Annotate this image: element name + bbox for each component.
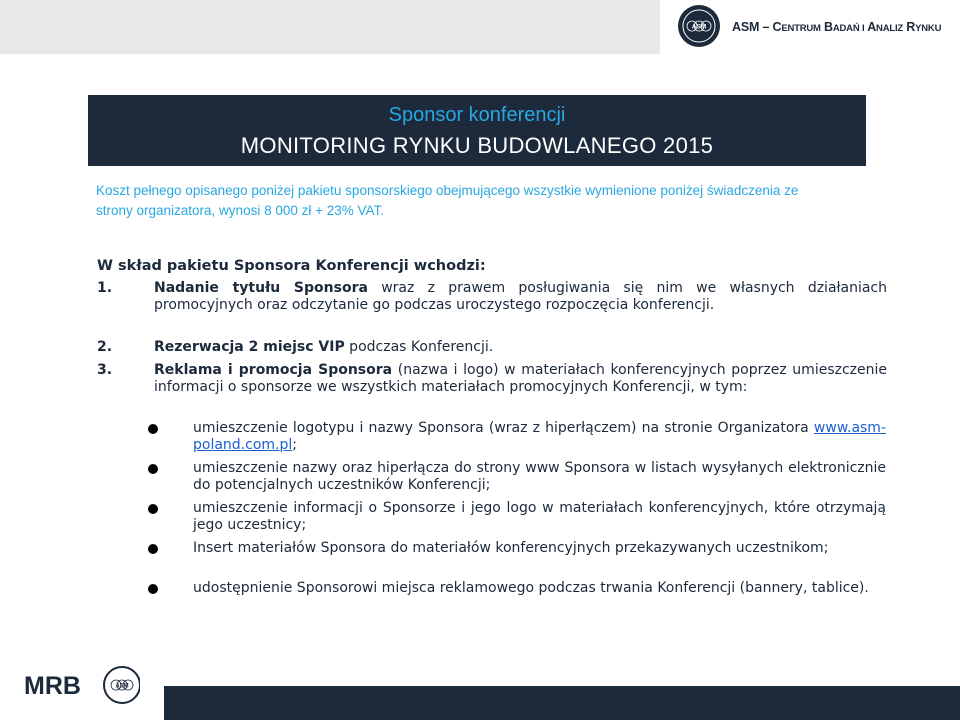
benefit-item-3 [97,362,887,396]
item-lead: Rezerwacja 2 miejsc VIP [154,339,345,355]
list-item: umieszczenie nazwy oraz hiperłącza do strony www Sponsora w listach wysyłanych elektronicznie do potencjalnych uczestników Konferencji; [148,460,886,494]
company-name: ASM – CENTRUM BADAŃ I ANALIZ RYNKU [732,20,942,34]
mrb-logo-icon [22,656,140,712]
package-heading: W skład pakietu Sponsora Konferencji wchodzi: [97,258,486,274]
bullet-icon [148,504,158,514]
bullet-icon [148,424,158,434]
bullet-icon [148,584,158,594]
mrb-badge-text: ASM [115,683,129,690]
item-text: (nazwa i logo) w materiałach konferencyjnych poprzez umieszczenie informacji o sponsorze we wszystkich materiałach promocyjnych Konferencji, w tym: [154,362,888,395]
list-item: udostępnienie Sponsorowi miejsca reklamowego podczas trwania Konferencji (bannery, tablice). [148,580,886,597]
item-number: 1. [97,280,113,296]
bullet-icon [148,544,158,554]
list-item: Insert materiałów Sponsora do materiałów konferencyjnych przekazywanych uczestnikom; [148,540,886,557]
item-text: wraz z prawem posługiwania się nim we własnych działaniach promocyjnych oraz odczytanie go podczas uroczystego rozpoczęcia konferencji. [154,280,887,313]
footer-decor-bar [164,686,960,720]
title-banner [88,95,866,166]
asm-logo-icon [677,4,721,48]
item-lead: Nadanie tytułu Sponsora [154,280,368,296]
asm-logo-text: ASM [691,23,707,31]
organizer-website-link[interactable]: www.asm-poland.com.pl [193,420,886,453]
list-item: umieszczenie informacji o Sponsorze i jego logo w materiałach konferencyjnych, które otrzymają jego uczestnicy; [148,500,886,534]
title-subtitle: Sponsor konferencji [388,104,566,126]
benefit-item-1 [97,280,887,314]
benefit-item-2 [97,339,887,356]
cost-paragraph: Koszt pełnego opisanego poniżej pakietu sponsorskiego obejmującego wszystkie wymienione poniżej świadczenia ze strony organizatora, wynosi 8 000 zł + 23% VAT. [96,183,799,218]
item-lead: Reklama i promocja Sponsora [154,362,393,378]
item-text: podczas Konferencji. [344,339,494,355]
bullet-icon [148,464,158,474]
mrb-logo-text: MRB [24,672,81,700]
header-decor-bar [0,0,660,54]
item-number: 3. [97,362,113,378]
list-item: umieszczenie logotypu i nazwy Sponsora (wraz z hiperłączem) na stronie Organizatora www.asm-poland.com.pl; [148,420,886,454]
title-main: MONITORING RYNKU BUDOWLANEGO 2015 [240,133,714,158]
item-number: 2. [97,339,113,355]
